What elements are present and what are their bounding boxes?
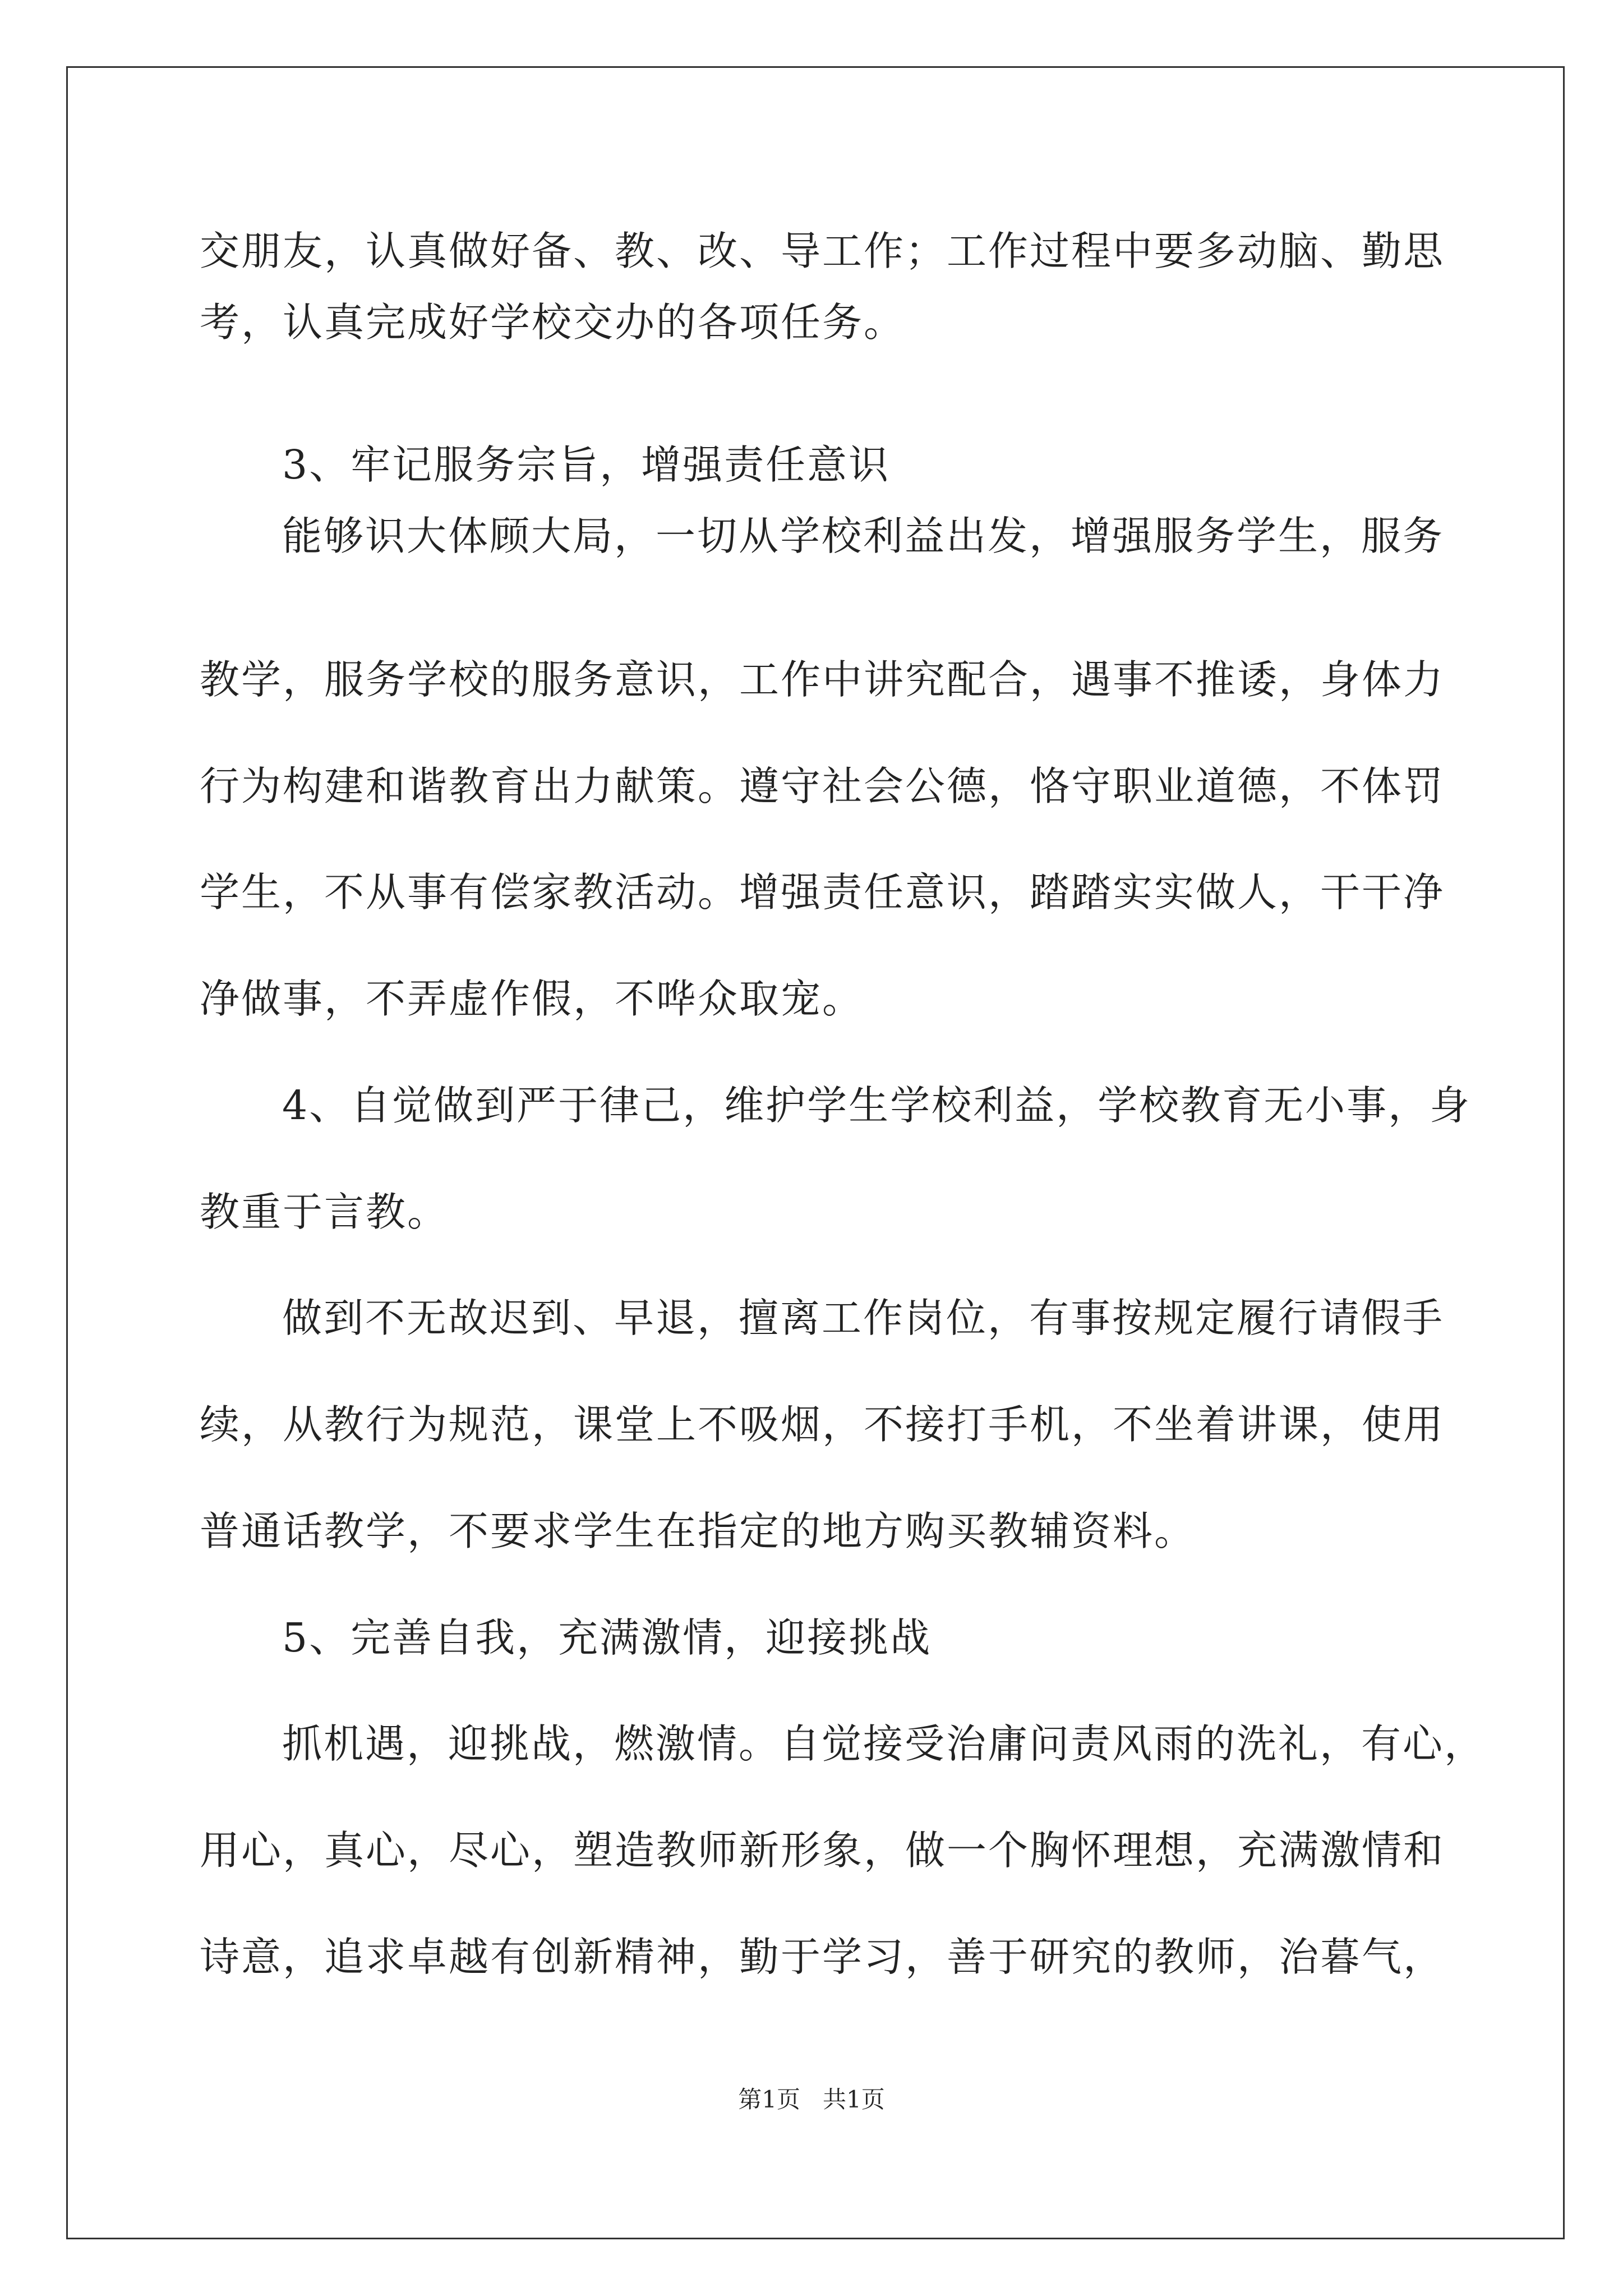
- body-text-line: 行为构建和谐教育出力献策。遵守社会公德，恪守职业道德，不体罚: [200, 763, 1445, 809]
- body-text-line: 学生，不从事有偿家教活动。增强责任意识，踏踏实实做人，干干净: [200, 869, 1445, 915]
- body-text-line: 考，认真完成好学校交办的各项任务。: [200, 299, 906, 346]
- page-border: [66, 66, 1565, 2239]
- body-text-line: 教重于言教。: [200, 1189, 449, 1235]
- page-footer: 第1页 共1页: [738, 2086, 885, 2113]
- body-text-line: 教学，服务学校的服务意识，工作中讲究配合，遇事不推诿，身体力: [200, 656, 1445, 703]
- body-text-line: 能够识大体顾大局，一切从学校利益出发，增强服务学生，服务: [282, 513, 1445, 559]
- section-heading-5: 5、完善自我，充满激情，迎接挑战: [282, 1614, 932, 1661]
- section-heading-4: 4、自觉做到严于律己，维护学生学校利益，学校教育无小事，身: [282, 1082, 1472, 1129]
- body-text-line: 普通话教学，不要求学生在指定的地方购买教辅资料。: [200, 1508, 1196, 1554]
- body-text-line: 净做事，不弄虚作假，不哗众取宠。: [200, 976, 864, 1022]
- body-text-line: 诗意，追求卓越有创新精神，勤于学习，善于研究的教师，治暮气，: [200, 1934, 1445, 1980]
- body-text-line: 用心，真心，尽心，塑造教师新形象，做一个胸怀理想，充满激情和: [200, 1827, 1445, 1874]
- body-text-line: 交朋友，认真做好备、教、改、导工作；工作过程中要多动脑、勤思: [200, 228, 1445, 274]
- section-heading-3: 3、牢记服务宗旨，增强责任意识: [282, 441, 891, 488]
- body-text-line: 做到不无故迟到、早退，擅离工作岗位，有事按规定履行请假手: [282, 1295, 1445, 1341]
- body-text-line: 续，从教行为规范，课堂上不吸烟，不接打手机，不坐着讲课，使用: [200, 1401, 1445, 1448]
- body-text-line: 抓机遇，迎挑战，燃激情。自觉接受治庸问责风雨的洗礼，有心，: [282, 1720, 1486, 1767]
